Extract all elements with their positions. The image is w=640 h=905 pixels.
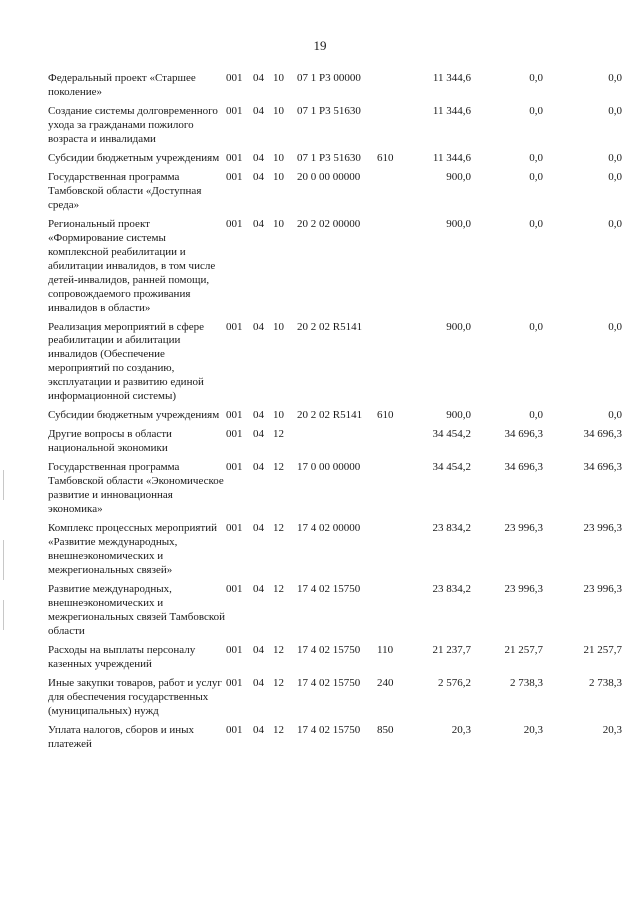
subsection-code: 12	[273, 723, 284, 736]
expense-kind-code	[377, 583, 401, 644]
expense-name: Региональный проект «Формирование системы комплексной реабилитации и абилитации инвалидов, в том числе детей-инвалидов, ранней помощи, сопровождаемого проживания инвалидов в области»	[48, 217, 216, 314]
table-row	[48, 72, 622, 105]
target-article-code: 17 4 02 00000	[297, 522, 361, 535]
amount-year-1: 21 237,7	[432, 643, 471, 656]
scan-margin-mark	[3, 540, 4, 580]
section-code: 04	[253, 72, 264, 84]
section-code: 04	[253, 522, 264, 535]
expense-kind-code: 610	[377, 151, 394, 164]
amount-year-2: 23 996,3	[504, 582, 543, 595]
amount-year-3: 0,0	[608, 72, 622, 84]
expense-name: Субсидии бюджетным учреждениям	[48, 151, 220, 164]
administrator-code: 001	[226, 151, 243, 164]
target-article-code: 17 4 02 15750	[297, 582, 361, 595]
subsection-code: 12	[273, 428, 284, 441]
table-row	[48, 218, 622, 321]
expense-kind-code	[377, 218, 401, 321]
amount-year-3: 0,0	[608, 409, 622, 422]
table-row	[48, 677, 622, 724]
target-article-code: 20 0 00 00000	[297, 170, 361, 183]
administrator-code: 001	[226, 104, 243, 117]
expense-name: Создание системы долговременного ухода за гражданами пожилого возраста и инвалидами	[48, 104, 218, 145]
section-code: 04	[253, 676, 264, 689]
amount-year-3: 34 696,3	[583, 461, 622, 474]
target-article-code: 07 1 Р3 00000	[297, 72, 361, 84]
subsection-code: 10	[273, 320, 284, 333]
amount-year-2: 0,0	[529, 72, 543, 84]
table-row	[48, 152, 622, 171]
administrator-code: 001	[226, 723, 243, 736]
table-row	[48, 409, 622, 428]
target-article-code: 20 2 02 00000	[297, 217, 361, 230]
amount-year-2: 23 996,3	[504, 522, 543, 535]
section-code: 04	[253, 320, 264, 333]
expense-name: Другие вопросы в области национальной экономики	[48, 428, 172, 455]
table-row	[48, 428, 622, 461]
amount-year-3: 23 996,3	[583, 522, 622, 535]
expense-name: Федеральный проект «Старшее поколение»	[48, 72, 196, 98]
subsection-code: 10	[273, 217, 284, 230]
amount-year-1: 11 344,6	[432, 72, 471, 84]
amount-year-2: 0,0	[529, 104, 543, 117]
amount-year-3: 0,0	[608, 170, 622, 183]
expense-kind-code	[377, 171, 401, 218]
subsection-code: 10	[273, 409, 284, 422]
expense-name: Государственная программа Тамбовской области «Экономическое развитие и инновационная экономика»	[48, 461, 224, 516]
amount-year-3: 34 696,3	[583, 428, 622, 441]
scan-margin-mark	[3, 470, 4, 500]
amount-year-1: 20,3	[451, 723, 471, 736]
expense-kind-code	[377, 522, 401, 583]
subsection-code: 12	[273, 676, 284, 689]
expense-kind-code	[377, 428, 401, 461]
amount-year-1: 900,0	[446, 409, 471, 422]
amount-year-3: 20,3	[602, 723, 622, 736]
section-code: 04	[253, 643, 264, 656]
amount-year-1: 11 344,6	[432, 104, 471, 117]
amount-year-3: 0,0	[608, 320, 622, 333]
target-article-code: 17 4 02 15750	[297, 643, 361, 656]
target-article-code: 20 2 02 R5141	[297, 409, 363, 422]
table-row	[48, 321, 622, 410]
amount-year-2: 2 738,3	[510, 676, 543, 689]
amount-year-2: 0,0	[529, 409, 543, 422]
expense-kind-code	[377, 105, 401, 152]
administrator-code: 001	[226, 582, 243, 595]
table-row	[48, 105, 622, 152]
amount-year-2: 34 696,3	[504, 428, 543, 441]
target-article-code: 20 2 02 R5141	[297, 320, 363, 333]
subsection-code: 10	[273, 151, 284, 164]
expense-name: Уплата налогов, сборов и иных платежей	[48, 723, 195, 750]
administrator-code: 001	[226, 409, 243, 422]
amount-year-3: 21 257,7	[583, 643, 622, 656]
amount-year-2: 0,0	[529, 217, 543, 230]
expense-name: Комплекс процессных мероприятий «Развитие международных, внешнеэкономических и межрегиональных связей»	[48, 522, 217, 576]
table-row	[48, 644, 622, 677]
amount-year-3: 2 738,3	[589, 676, 622, 689]
target-article-code: 17 0 00 00000	[297, 461, 361, 474]
target-article-code: 17 4 02 15750	[297, 723, 361, 736]
amount-year-1: 11 344,6	[432, 151, 471, 164]
amount-year-2: 20,3	[523, 723, 543, 736]
amount-year-2: 0,0	[529, 320, 543, 333]
amount-year-2: 34 696,3	[504, 461, 543, 474]
budget-table	[48, 72, 622, 757]
amount-year-1: 900,0	[446, 217, 471, 230]
section-code: 04	[253, 428, 264, 441]
page-number: 19	[313, 38, 327, 53]
amount-year-1: 34 454,2	[432, 461, 471, 474]
table-row	[48, 461, 622, 522]
expense-name: Развитие международных, внешнеэкономических и межрегиональных связей Тамбовской области	[48, 582, 226, 637]
subsection-code: 12	[273, 522, 284, 535]
target-article-code: 17 4 02 15750	[297, 676, 361, 689]
expense-kind-code	[377, 461, 401, 522]
expense-kind-code: 240	[377, 676, 394, 689]
subsection-code: 10	[273, 104, 284, 117]
section-code: 04	[253, 151, 264, 164]
administrator-code: 001	[226, 461, 243, 474]
expense-name: Реализация мероприятий в сфере реабилитации и абилитации инвалидов (Обеспечение мероприятий по созданию, эксплуатации и развитию единой информационной системы)	[48, 320, 205, 403]
expense-name: Субсидии бюджетным учреждениям	[48, 409, 220, 422]
amount-year-3: 0,0	[608, 151, 622, 164]
target-article-code	[297, 428, 377, 461]
target-article-code: 07 1 Р3 51630	[297, 104, 361, 117]
amount-year-1: 23 834,2	[432, 522, 471, 535]
subsection-code: 10	[273, 170, 284, 183]
section-code: 04	[253, 170, 264, 183]
amount-year-2: 21 257,7	[504, 643, 543, 656]
amount-year-1: 900,0	[446, 170, 471, 183]
section-code: 04	[253, 461, 264, 474]
expense-name: Расходы на выплаты персоналу казенных учреждений	[48, 643, 196, 670]
amount-year-1: 2 576,2	[438, 676, 471, 689]
amount-year-1: 34 454,2	[432, 428, 471, 441]
expense-kind-code: 610	[377, 409, 394, 422]
section-code: 04	[253, 104, 264, 117]
expense-kind-code	[377, 321, 401, 410]
expense-name: Государственная программа Тамбовской области «Доступная среда»	[48, 170, 202, 211]
subsection-code: 12	[273, 582, 284, 595]
administrator-code: 001	[226, 320, 243, 333]
section-code: 04	[253, 723, 264, 736]
amount-year-1: 23 834,2	[432, 582, 471, 595]
table-row	[48, 583, 622, 644]
amount-year-3: 0,0	[608, 104, 622, 117]
amount-year-3: 23 996,3	[583, 582, 622, 595]
subsection-code: 10	[273, 72, 284, 84]
amount-year-3: 0,0	[608, 217, 622, 230]
expense-kind-code: 110	[377, 643, 394, 656]
target-article-code: 07 1 Р3 51630	[297, 151, 361, 164]
amount-year-2: 0,0	[529, 170, 543, 183]
section-code: 04	[253, 582, 264, 595]
section-code: 04	[253, 409, 264, 422]
subsection-code: 12	[273, 461, 284, 474]
expense-name: Иные закупки товаров, работ и услуг для обеспечения государственных (муниципальных) нужд	[48, 676, 222, 717]
subsection-code: 12	[273, 643, 284, 656]
scan-margin-mark	[3, 600, 4, 630]
table-row	[48, 724, 622, 757]
administrator-code: 001	[226, 522, 243, 535]
table-row	[48, 522, 622, 583]
administrator-code: 001	[226, 170, 243, 183]
expense-kind-code: 850	[377, 723, 394, 736]
section-code: 04	[253, 217, 264, 230]
amount-year-1: 900,0	[446, 320, 471, 333]
amount-year-2: 0,0	[529, 151, 543, 164]
administrator-code: 001	[226, 72, 243, 84]
administrator-code: 001	[226, 428, 243, 441]
administrator-code: 001	[226, 676, 243, 689]
administrator-code: 001	[226, 643, 243, 656]
table-row	[48, 171, 622, 218]
expense-kind-code	[377, 72, 401, 105]
administrator-code: 001	[226, 217, 243, 230]
